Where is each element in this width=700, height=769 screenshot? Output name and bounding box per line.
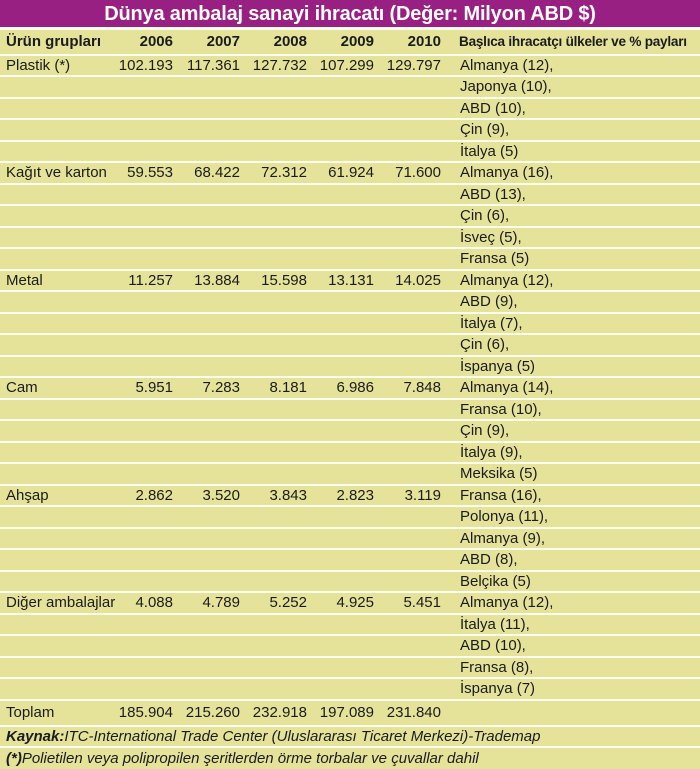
total-2009: 197.089 [319,704,374,721]
product-name: Kağıt ve karton [6,164,107,182]
value-2010: 14.025 [395,271,441,289]
product-name: Metal [6,271,43,289]
exporter-entry: Almanya (14), [460,379,554,397]
exporter-entry: ABD (9), [460,293,518,311]
exporter-entry: Almanya (12), [460,56,554,74]
value-2007: 4.789 [202,594,240,612]
exporter-entry: Fransa (5) [460,250,530,268]
exporter-entry: İspanya (7) [460,680,536,698]
value-2007: 68.422 [194,164,240,182]
table-row [0,378,700,400]
exporter-entry: Çin (6), [460,207,510,225]
value-2006: 4.088 [135,594,173,612]
value-2009: 61.924 [328,164,374,182]
exporter-entry: İtalya (11), [460,615,530,633]
value-2010: 5.451 [403,594,441,612]
table-row [0,593,700,615]
value-2010: 71.600 [395,164,441,182]
table-row [0,615,700,637]
exporter-entry: Fransa (10), [460,400,542,418]
value-2009: 2.823 [336,486,374,504]
table-row [0,357,700,379]
table-row [0,163,700,185]
column-header-product: Ürün grupları [6,33,102,51]
value-2007: 13.884 [194,271,240,289]
value-2008: 3.843 [269,486,307,504]
exporter-entry: Fransa (8), [460,658,534,676]
exporter-entry: İtalya (9), [460,443,523,461]
table-row [0,314,700,336]
table-header-row [0,30,700,56]
exporter-entry: İsveç (5), [460,228,522,246]
exporter-entry: Çin (6), [460,336,510,354]
column-header-exporters: Başlıca ihracatçı ülkeler ve % payları [459,34,687,50]
table-row [0,550,700,572]
table-row [0,679,700,701]
table-row [0,77,700,99]
footnote-text: Polietilen veya polipropilen şeritlerden örme torbalar ve çuvallar dahil [21,750,479,767]
value-2006: 59.553 [127,164,173,182]
table-row [0,292,700,314]
table-row [0,335,700,357]
value-2008: 15.598 [261,271,307,289]
value-2009: 4.925 [336,594,374,612]
value-2007: 3.520 [202,486,240,504]
exporter-entry: Almanya (12), [460,271,554,289]
product-name: Plastik (*) [6,56,71,74]
exporter-entry: Çin (9), [460,121,510,139]
value-2006: 102.193 [118,56,173,74]
exporter-entry: Meksika (5) [460,465,538,483]
source-row [0,727,700,749]
footnote-row [0,748,700,769]
source-text: ITC-International Trade Center (Uluslararası Ticaret Merkezi)-Trademap [64,727,541,745]
value-2006: 2.862 [135,486,173,504]
exporter-entry: ABD (13), [460,185,526,203]
exporter-entry: İspanya (5) [460,357,536,375]
exporter-entry: Almanya (9), [460,529,546,547]
table-row [0,421,700,443]
total-row [0,701,700,727]
exporter-entry: ABD (8), [460,551,518,569]
table-row [0,120,700,142]
table-row [0,400,700,422]
exporter-entry: Belçika (5) [460,572,531,590]
value-2010: 3.119 [404,486,441,504]
table-row [0,464,700,486]
value-2008: 5.252 [269,594,307,612]
table-row [0,99,700,121]
exporter-entry: Polonya (11), [460,508,549,526]
value-2007: 7.283 [202,379,240,397]
exporter-entry: Japonya (10), [460,78,552,96]
exporter-entry: Çin (9), [460,422,510,440]
value-2007: 117.361 [186,56,240,74]
exporter-entry: Almanya (12), [460,594,554,612]
exporter-entry: ABD (10), [460,99,526,117]
total-2007: 215.260 [185,704,240,721]
total-2010: 231.840 [386,704,441,721]
column-header-2006: 2006 [139,33,173,51]
table-row [0,636,700,658]
column-header-2008: 2008 [273,33,307,51]
table-row [0,206,700,228]
product-name: Ahşap [6,486,49,504]
product-name: Diğer ambalajlar [6,594,116,612]
table-row [0,572,700,594]
value-2006: 5.951 [135,379,173,397]
exporter-entry: Fransa (16), [460,486,542,504]
table-row [0,228,700,250]
page-title: Dünya ambalaj sanayi ihracatı (Değer: Milyon ABD $) [0,0,700,30]
table-row [0,486,700,508]
table-row [0,507,700,529]
value-2008: 127.732 [252,56,307,74]
column-header-2007: 2007 [206,33,240,51]
table-row [0,271,700,293]
column-header-2009: 2009 [340,33,374,51]
value-2006: 11.257 [128,271,173,289]
table-row [0,249,700,271]
table-row [0,658,700,680]
table-row [0,443,700,465]
column-header-2010: 2010 [407,33,441,51]
value-2008: 72.312 [261,164,307,182]
product-name: Cam [6,379,38,397]
value-2010: 129.797 [386,56,441,74]
total-2006: 185.904 [118,704,173,721]
value-2010: 7.848 [403,379,441,397]
value-2008: 8.181 [269,379,307,397]
table-row [0,529,700,551]
value-2009: 107.299 [319,56,374,74]
value-2009: 6.986 [336,379,374,397]
table-row [0,142,700,164]
exporter-entry: İtalya (7), [460,314,523,332]
table-row [0,185,700,207]
exporter-entry: Almanya (16), [460,164,554,182]
exporter-entry: İtalya (5) [460,142,519,160]
footnote-marker: (*) [6,750,22,767]
total-2008: 232.918 [252,704,307,721]
table-row [0,56,700,78]
exporter-entry: ABD (10), [460,637,526,655]
value-2009: 13.131 [328,271,374,289]
total-label: Toplam [6,704,55,721]
source-label: Kaynak: [6,727,65,745]
